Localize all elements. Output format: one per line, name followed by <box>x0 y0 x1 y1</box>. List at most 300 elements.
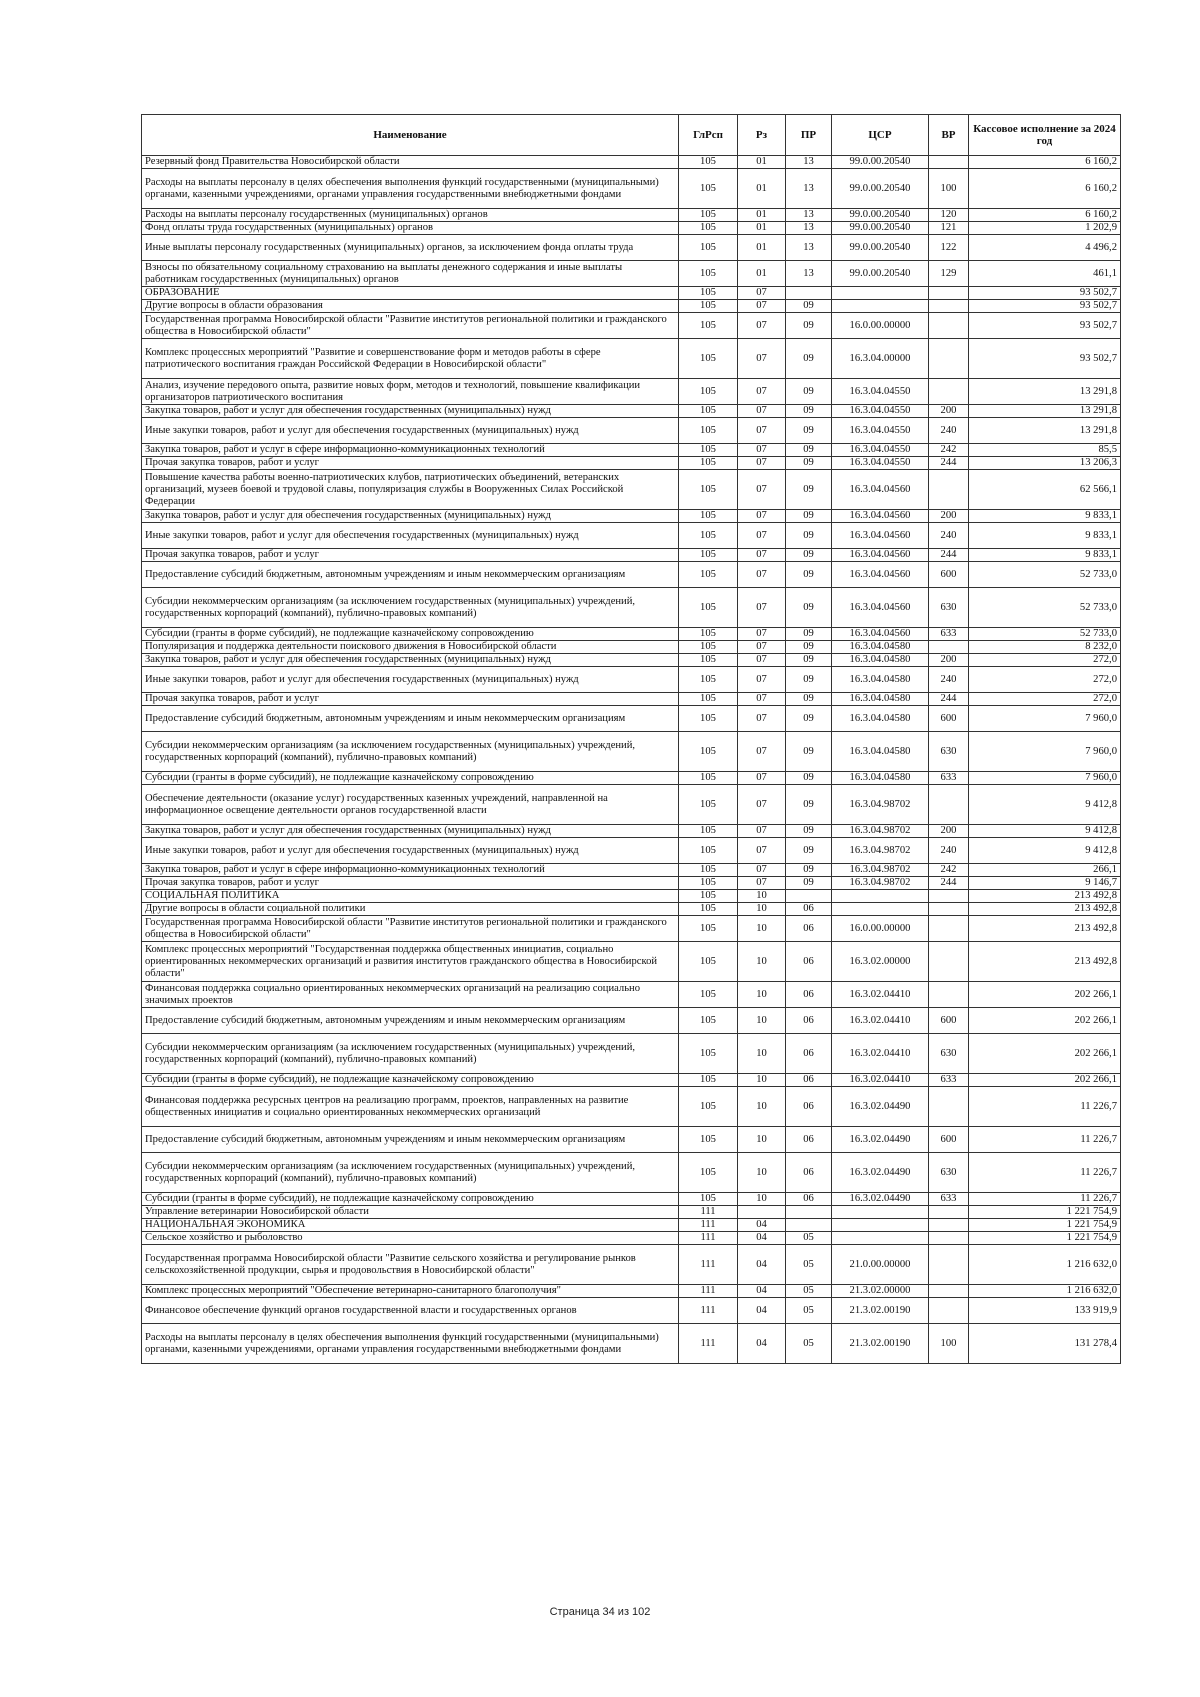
cell-name: Анализ, изучение передового опыта, развитие новых форм, методов и технологий, повышение квалификации организаторов патриотического воспитания <box>142 379 679 405</box>
cell-name: Иные выплаты персоналу государственных (муниципальных) органов, за исключением фонда оплаты труда <box>142 235 679 261</box>
cell-csr: 21.3.02.00190 <box>832 1298 929 1324</box>
cell-csr <box>832 1206 929 1219</box>
cell-amount: 213 492,8 <box>969 890 1121 903</box>
cell-rz: 07 <box>738 641 786 654</box>
cell-amount: 272,0 <box>969 693 1121 706</box>
cell-amount: 1 216 632,0 <box>969 1245 1121 1285</box>
cell-name: Расходы на выплаты персоналу в целях обеспечения выполнения функций государственными (муниципальными) органами, казенными учреждениями, органами управления государственными внебюджетными фондами <box>142 169 679 209</box>
cell-amount: 202 266,1 <box>969 982 1121 1008</box>
cell-csr: 16.3.04.04550 <box>832 457 929 470</box>
cell-rz: 04 <box>738 1245 786 1285</box>
cell-pr: 06 <box>786 1074 832 1087</box>
cell-glrsp: 105 <box>679 982 738 1008</box>
cell-pr: 13 <box>786 156 832 169</box>
cell-amount: 13 291,8 <box>969 418 1121 444</box>
cell-vr <box>929 339 969 379</box>
cell-csr: 99.0.00.20540 <box>832 209 929 222</box>
cell-rz: 01 <box>738 235 786 261</box>
table-row <box>142 890 1121 903</box>
cell-pr: 05 <box>786 1245 832 1285</box>
cell-glrsp: 105 <box>679 444 738 457</box>
cell-rz: 04 <box>738 1298 786 1324</box>
cell-amount: 213 492,8 <box>969 903 1121 916</box>
cell-name: Предоставление субсидий бюджетным, автономным учреждениям и иным некоммерческим организациям <box>142 706 679 732</box>
cell-glrsp: 105 <box>679 261 738 287</box>
cell-name: Субсидии (гранты в форме субсидий), не подлежащие казначейскому сопровождению <box>142 1193 679 1206</box>
header-glrsp: ГлРсп <box>679 115 738 156</box>
cell-glrsp: 111 <box>679 1324 738 1364</box>
table-row <box>142 942 1121 982</box>
cell-glrsp: 105 <box>679 667 738 693</box>
cell-amount: 13 291,8 <box>969 405 1121 418</box>
cell-pr: 05 <box>786 1285 832 1298</box>
cell-vr <box>929 1206 969 1219</box>
cell-amount: 11 226,7 <box>969 1127 1121 1153</box>
cell-pr: 09 <box>786 588 832 628</box>
cell-csr: 16.3.04.04580 <box>832 667 929 693</box>
cell-name: Финансовое обеспечение функций органов государственной власти и государственных органов <box>142 1298 679 1324</box>
cell-vr <box>929 156 969 169</box>
cell-rz: 07 <box>738 287 786 300</box>
table-row <box>142 169 1121 209</box>
cell-glrsp: 105 <box>679 562 738 588</box>
cell-glrsp: 105 <box>679 457 738 470</box>
cell-rz: 07 <box>738 588 786 628</box>
cell-pr: 05 <box>786 1232 832 1245</box>
cell-glrsp: 105 <box>679 379 738 405</box>
cell-pr: 09 <box>786 510 832 523</box>
cell-glrsp: 111 <box>679 1285 738 1298</box>
table-row <box>142 261 1121 287</box>
cell-csr: 16.3.02.00000 <box>832 942 929 982</box>
table-row <box>142 418 1121 444</box>
cell-pr: 09 <box>786 300 832 313</box>
table-row <box>142 287 1121 300</box>
cell-vr <box>929 903 969 916</box>
cell-vr: 122 <box>929 235 969 261</box>
cell-vr: 633 <box>929 1193 969 1206</box>
cell-name: Комплекс процессных мероприятий "Обеспечение ветеринарно-санитарного благополучия" <box>142 1285 679 1298</box>
cell-csr <box>832 1232 929 1245</box>
cell-amount: 13 206,3 <box>969 457 1121 470</box>
cell-glrsp: 105 <box>679 235 738 261</box>
cell-vr: 244 <box>929 457 969 470</box>
cell-pr: 09 <box>786 706 832 732</box>
cell-csr: 16.3.04.98702 <box>832 785 929 825</box>
cell-glrsp: 105 <box>679 785 738 825</box>
header-name: Наименование <box>142 115 679 156</box>
cell-pr: 09 <box>786 654 832 667</box>
cell-pr: 05 <box>786 1324 832 1364</box>
cell-glrsp: 111 <box>679 1245 738 1285</box>
cell-amount: 9 833,1 <box>969 510 1121 523</box>
cell-vr: 630 <box>929 732 969 772</box>
table-row <box>142 300 1121 313</box>
cell-name: Прочая закупка товаров, работ и услуг <box>142 693 679 706</box>
cell-rz: 07 <box>738 418 786 444</box>
cell-amount: 202 266,1 <box>969 1034 1121 1074</box>
cell-glrsp: 105 <box>679 942 738 982</box>
cell-rz: 07 <box>738 444 786 457</box>
cell-amount: 9 146,7 <box>969 877 1121 890</box>
cell-name: СОЦИАЛЬНАЯ ПОЛИТИКА <box>142 890 679 903</box>
cell-vr <box>929 379 969 405</box>
table-body <box>142 156 1121 1364</box>
cell-name: Закупка товаров, работ и услуг в сфере информационно-коммуникационных технологий <box>142 444 679 457</box>
header-amount: Кассовое исполнение за 2024 год <box>969 115 1121 156</box>
cell-name: Закупка товаров, работ и услуг для обеспечения государственных (муниципальных) нужд <box>142 510 679 523</box>
cell-csr: 16.3.04.04550 <box>832 418 929 444</box>
cell-amount: 7 960,0 <box>969 732 1121 772</box>
cell-name: Иные закупки товаров, работ и услуг для обеспечения государственных (муниципальных) нужд <box>142 523 679 549</box>
cell-vr: 633 <box>929 628 969 641</box>
cell-amount: 8 232,0 <box>969 641 1121 654</box>
cell-vr: 121 <box>929 222 969 235</box>
cell-rz: 07 <box>738 510 786 523</box>
cell-glrsp: 105 <box>679 1087 738 1127</box>
table-row <box>142 838 1121 864</box>
cell-name: Прочая закупка товаров, работ и услуг <box>142 549 679 562</box>
cell-rz: 04 <box>738 1285 786 1298</box>
cell-csr: 16.3.02.04410 <box>832 1034 929 1074</box>
cell-rz: 07 <box>738 523 786 549</box>
table-row <box>142 444 1121 457</box>
cell-pr: 09 <box>786 470 832 510</box>
cell-glrsp: 105 <box>679 1008 738 1034</box>
cell-vr: 200 <box>929 405 969 418</box>
cell-pr: 09 <box>786 877 832 890</box>
cell-name: Обеспечение деятельности (оказание услуг) государственных казенных учреждений, направленной на информационное освещение деятельности органов государственной власти <box>142 785 679 825</box>
cell-rz: 10 <box>738 942 786 982</box>
cell-name: ОБРАЗОВАНИЕ <box>142 287 679 300</box>
cell-glrsp: 105 <box>679 1193 738 1206</box>
cell-vr <box>929 641 969 654</box>
cell-vr: 244 <box>929 693 969 706</box>
cell-glrsp: 105 <box>679 903 738 916</box>
cell-name: Популяризация и поддержка деятельности поискового движения в Новосибирской области <box>142 641 679 654</box>
cell-glrsp: 105 <box>679 877 738 890</box>
cell-pr <box>786 890 832 903</box>
cell-name: Субсидии (гранты в форме субсидий), не подлежащие казначейскому сопровождению <box>142 628 679 641</box>
cell-name: Субсидии (гранты в форме субсидий), не подлежащие казначейскому сопровождению <box>142 772 679 785</box>
cell-glrsp: 105 <box>679 838 738 864</box>
cell-name: Предоставление субсидий бюджетным, автономным учреждениям и иным некоммерческим организациям <box>142 562 679 588</box>
cell-amount: 213 492,8 <box>969 942 1121 982</box>
cell-glrsp: 105 <box>679 209 738 222</box>
cell-name: Закупка товаров, работ и услуг для обеспечения государственных (муниципальных) нужд <box>142 405 679 418</box>
table-row <box>142 903 1121 916</box>
table-row <box>142 209 1121 222</box>
cell-rz: 07 <box>738 654 786 667</box>
cell-vr: 240 <box>929 667 969 693</box>
cell-rz: 07 <box>738 300 786 313</box>
cell-csr: 16.3.04.04580 <box>832 654 929 667</box>
table-row <box>142 457 1121 470</box>
cell-pr: 09 <box>786 667 832 693</box>
cell-rz: 07 <box>738 457 786 470</box>
cell-vr: 244 <box>929 549 969 562</box>
cell-name: Субсидии (гранты в форме субсидий), не подлежащие казначейскому сопровождению <box>142 1074 679 1087</box>
cell-amount: 4 496,2 <box>969 235 1121 261</box>
cell-rz: 04 <box>738 1219 786 1232</box>
table-row <box>142 1087 1121 1127</box>
cell-csr: 16.3.04.04560 <box>832 523 929 549</box>
cell-pr: 09 <box>786 549 832 562</box>
cell-csr: 16.3.04.04580 <box>832 732 929 772</box>
cell-amount: 202 266,1 <box>969 1008 1121 1034</box>
cell-amount: 11 226,7 <box>969 1153 1121 1193</box>
cell-pr: 09 <box>786 457 832 470</box>
table-row <box>142 549 1121 562</box>
cell-pr <box>786 1219 832 1232</box>
cell-name: Другие вопросы в области социальной политики <box>142 903 679 916</box>
cell-amount: 9 833,1 <box>969 523 1121 549</box>
cell-pr: 13 <box>786 169 832 209</box>
cell-csr: 16.3.04.04560 <box>832 470 929 510</box>
table-row <box>142 523 1121 549</box>
cell-rz: 01 <box>738 209 786 222</box>
table-row <box>142 877 1121 890</box>
cell-name: Иные закупки товаров, работ и услуг для обеспечения государственных (муниципальных) нужд <box>142 667 679 693</box>
cell-vr: 120 <box>929 209 969 222</box>
cell-rz: 07 <box>738 785 786 825</box>
cell-name: Закупка товаров, работ и услуг в сфере информационно-коммуникационных технологий <box>142 864 679 877</box>
cell-vr: 244 <box>929 877 969 890</box>
cell-pr: 09 <box>786 628 832 641</box>
header-pr: ПР <box>786 115 832 156</box>
cell-name: Предоставление субсидий бюджетным, автономным учреждениям и иным некоммерческим организациям <box>142 1127 679 1153</box>
cell-vr: 600 <box>929 1127 969 1153</box>
cell-name: Предоставление субсидий бюджетным, автономным учреждениям и иным некоммерческим организациям <box>142 1008 679 1034</box>
cell-pr: 06 <box>786 1087 832 1127</box>
cell-rz: 07 <box>738 405 786 418</box>
table-row <box>142 693 1121 706</box>
cell-glrsp: 105 <box>679 300 738 313</box>
cell-amount: 272,0 <box>969 654 1121 667</box>
cell-glrsp: 105 <box>679 418 738 444</box>
cell-name: Государственная программа Новосибирской области "Развитие сельского хозяйства и регулирование рынков сельскохозяйственной продукции, сырья и продовольствия в Новосибирской области" <box>142 1245 679 1285</box>
cell-vr: 240 <box>929 523 969 549</box>
table-row <box>142 156 1121 169</box>
cell-csr: 16.3.02.04490 <box>832 1127 929 1153</box>
cell-vr: 600 <box>929 562 969 588</box>
table-row <box>142 405 1121 418</box>
cell-vr <box>929 1285 969 1298</box>
cell-amount: 7 960,0 <box>969 772 1121 785</box>
cell-amount: 6 160,2 <box>969 169 1121 209</box>
cell-pr: 09 <box>786 313 832 339</box>
cell-csr: 16.3.04.04560 <box>832 588 929 628</box>
cell-amount: 85,5 <box>969 444 1121 457</box>
cell-csr: 16.0.00.00000 <box>832 313 929 339</box>
cell-vr: 600 <box>929 706 969 732</box>
cell-name: Другие вопросы в области образования <box>142 300 679 313</box>
table-row <box>142 654 1121 667</box>
cell-name: Финансовая поддержка социально ориентированных некоммерческих организаций на реализацию социально значимых проектов <box>142 982 679 1008</box>
cell-amount: 1 216 632,0 <box>969 1285 1121 1298</box>
cell-amount: 9 412,8 <box>969 785 1121 825</box>
cell-name: Субсидии некоммерческим организациям (за исключением государственных (муниципальных) учреждений, государственных корпораций (компаний), публично-правовых компаний) <box>142 732 679 772</box>
table-row <box>142 1008 1121 1034</box>
cell-amount: 1 221 754,9 <box>969 1232 1121 1245</box>
cell-amount: 11 226,7 <box>969 1087 1121 1127</box>
cell-glrsp: 105 <box>679 339 738 379</box>
cell-name: Субсидии некоммерческим организациям (за исключением государственных (муниципальных) учреждений, государственных корпораций (компаний), публично-правовых компаний) <box>142 588 679 628</box>
cell-csr: 99.0.00.20540 <box>832 261 929 287</box>
cell-pr: 06 <box>786 1127 832 1153</box>
cell-rz: 07 <box>738 825 786 838</box>
cell-pr: 09 <box>786 339 832 379</box>
cell-vr: 630 <box>929 588 969 628</box>
cell-vr: 630 <box>929 1034 969 1074</box>
cell-rz: 01 <box>738 222 786 235</box>
cell-pr: 09 <box>786 785 832 825</box>
cell-csr: 16.3.04.98702 <box>832 825 929 838</box>
table-row <box>142 1193 1121 1206</box>
cell-vr <box>929 942 969 982</box>
cell-rz <box>738 1206 786 1219</box>
cell-csr: 21.0.00.00000 <box>832 1245 929 1285</box>
cell-rz: 07 <box>738 339 786 379</box>
cell-csr: 16.3.04.04580 <box>832 641 929 654</box>
cell-pr: 06 <box>786 903 832 916</box>
cell-glrsp: 105 <box>679 916 738 942</box>
cell-vr: 200 <box>929 825 969 838</box>
cell-name: Закупка товаров, работ и услуг для обеспечения государственных (муниципальных) нужд <box>142 825 679 838</box>
table-row <box>142 785 1121 825</box>
cell-name: Комплекс процессных мероприятий "Государственная поддержка общественных инициатив, социально ориентированных некоммерческих организаций и развития институтов гражданского общества в Новосибирской области" <box>142 942 679 982</box>
cell-pr: 09 <box>786 418 832 444</box>
cell-glrsp: 105 <box>679 654 738 667</box>
cell-pr: 13 <box>786 235 832 261</box>
cell-amount: 266,1 <box>969 864 1121 877</box>
cell-csr: 99.0.00.20540 <box>832 235 929 261</box>
cell-glrsp: 105 <box>679 222 738 235</box>
cell-vr <box>929 1087 969 1127</box>
cell-vr: 240 <box>929 418 969 444</box>
cell-amount: 6 160,2 <box>969 209 1121 222</box>
table-row <box>142 916 1121 942</box>
cell-pr: 05 <box>786 1298 832 1324</box>
cell-name: Расходы на выплаты персоналу в целях обеспечения выполнения функций государственными (муниципальными) органами, казенными учреждениями, органами управления государственными внебюджетными фондами <box>142 1324 679 1364</box>
cell-amount: 461,1 <box>969 261 1121 287</box>
cell-csr: 99.0.00.20540 <box>832 156 929 169</box>
table-row <box>142 825 1121 838</box>
cell-csr: 21.3.02.00000 <box>832 1285 929 1298</box>
cell-name: Финансовая поддержка ресурсных центров на реализацию программ, проектов, направленных на развитие общественных инициатив и социально ориентированных некоммерческих организаций <box>142 1087 679 1127</box>
cell-csr: 16.3.04.04560 <box>832 510 929 523</box>
cell-pr: 09 <box>786 825 832 838</box>
table-row <box>142 1206 1121 1219</box>
cell-csr <box>832 890 929 903</box>
cell-csr <box>832 903 929 916</box>
table-row <box>142 562 1121 588</box>
cell-name: Государственная программа Новосибирской области "Развитие институтов региональной политики и гражданского общества в Новосибирской области" <box>142 916 679 942</box>
cell-pr <box>786 287 832 300</box>
cell-pr: 13 <box>786 222 832 235</box>
cell-glrsp: 105 <box>679 641 738 654</box>
cell-rz: 07 <box>738 706 786 732</box>
table-row <box>142 864 1121 877</box>
cell-amount: 52 733,0 <box>969 628 1121 641</box>
cell-amount: 9 833,1 <box>969 549 1121 562</box>
cell-glrsp: 105 <box>679 156 738 169</box>
cell-vr <box>929 916 969 942</box>
table-row <box>142 1127 1121 1153</box>
cell-vr <box>929 982 969 1008</box>
cell-rz: 10 <box>738 903 786 916</box>
cell-rz: 10 <box>738 890 786 903</box>
cell-csr: 16.3.04.98702 <box>832 877 929 890</box>
cell-name: Прочая закупка товаров, работ и услуг <box>142 457 679 470</box>
table-row <box>142 628 1121 641</box>
cell-rz: 07 <box>738 864 786 877</box>
cell-vr: 200 <box>929 654 969 667</box>
cell-rz: 10 <box>738 1193 786 1206</box>
cell-pr: 09 <box>786 523 832 549</box>
cell-amount: 213 492,8 <box>969 916 1121 942</box>
cell-vr: 100 <box>929 169 969 209</box>
cell-glrsp: 111 <box>679 1219 738 1232</box>
table-row <box>142 706 1121 732</box>
cell-pr: 09 <box>786 641 832 654</box>
cell-vr: 240 <box>929 838 969 864</box>
cell-csr: 16.3.04.98702 <box>832 864 929 877</box>
table-row <box>142 313 1121 339</box>
table-row <box>142 222 1121 235</box>
cell-name: Иные закупки товаров, работ и услуг для обеспечения государственных (муниципальных) нужд <box>142 838 679 864</box>
cell-csr: 16.3.04.04560 <box>832 628 929 641</box>
cell-vr <box>929 1219 969 1232</box>
cell-rz: 10 <box>738 916 786 942</box>
table-row <box>142 339 1121 379</box>
cell-glrsp: 105 <box>679 706 738 732</box>
cell-vr: 242 <box>929 864 969 877</box>
cell-name: НАЦИОНАЛЬНАЯ ЭКОНОМИКА <box>142 1219 679 1232</box>
budget-table <box>141 114 1121 1364</box>
table-row <box>142 641 1121 654</box>
cell-amount: 7 960,0 <box>969 706 1121 732</box>
cell-glrsp: 105 <box>679 470 738 510</box>
cell-glrsp: 111 <box>679 1298 738 1324</box>
cell-csr: 21.3.02.00190 <box>832 1324 929 1364</box>
cell-name: Прочая закупка товаров, работ и услуг <box>142 877 679 890</box>
cell-csr: 16.3.04.04560 <box>832 549 929 562</box>
cell-glrsp: 105 <box>679 1034 738 1074</box>
cell-amount: 133 919,9 <box>969 1298 1121 1324</box>
cell-vr <box>929 1245 969 1285</box>
cell-csr: 16.3.04.04550 <box>832 405 929 418</box>
cell-amount: 93 502,7 <box>969 300 1121 313</box>
cell-pr: 09 <box>786 693 832 706</box>
cell-csr: 16.3.04.04580 <box>832 693 929 706</box>
cell-amount: 202 266,1 <box>969 1074 1121 1087</box>
cell-amount: 13 291,8 <box>969 379 1121 405</box>
table-row <box>142 1324 1121 1364</box>
cell-name: Государственная программа Новосибирской области "Развитие институтов региональной политики и гражданского общества в Новосибирской области" <box>142 313 679 339</box>
cell-pr: 09 <box>786 732 832 772</box>
cell-csr: 16.3.02.04410 <box>832 982 929 1008</box>
table-row <box>142 982 1121 1008</box>
cell-pr: 09 <box>786 405 832 418</box>
cell-glrsp: 111 <box>679 1232 738 1245</box>
cell-csr: 16.3.04.04580 <box>832 706 929 732</box>
cell-rz: 07 <box>738 628 786 641</box>
table-row <box>142 667 1121 693</box>
cell-amount: 1 202,9 <box>969 222 1121 235</box>
cell-csr <box>832 300 929 313</box>
cell-glrsp: 105 <box>679 864 738 877</box>
